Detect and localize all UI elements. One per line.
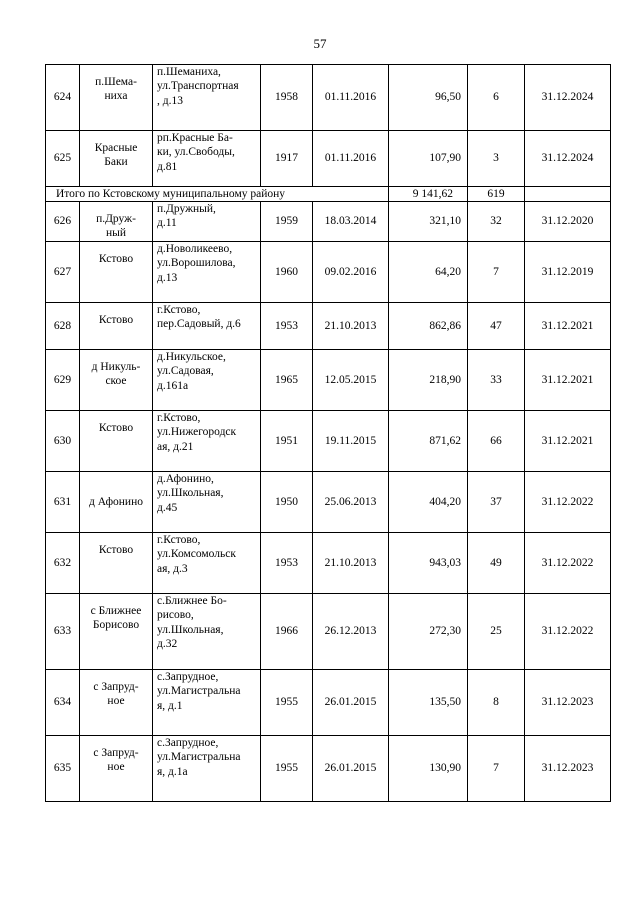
row-number: 630 <box>46 410 80 471</box>
recognition-date: 19.11.2015 <box>313 410 389 471</box>
address: г.Кстово, ул.Нижегородск ая, д.21 <box>153 410 261 471</box>
summary-row <box>46 187 611 202</box>
build-year: 1953 <box>261 302 313 349</box>
deadline-date: 31.12.2021 <box>525 302 611 349</box>
table-row <box>46 131 611 187</box>
resident-count: 32 <box>468 202 525 242</box>
deadline-date: 31.12.2021 <box>525 349 611 410</box>
deadline-date: 31.12.2022 <box>525 593 611 669</box>
row-number: 624 <box>46 65 80 131</box>
area-value: 107,90 <box>389 131 468 187</box>
summary-area: 9 141,62 <box>389 187 468 202</box>
row-number: 625 <box>46 131 80 187</box>
build-year: 1965 <box>261 349 313 410</box>
area-value: 130,90 <box>389 735 468 801</box>
resident-count: 7 <box>468 241 525 302</box>
settlement-name: Кстово <box>80 532 153 593</box>
table-row <box>46 349 611 410</box>
resident-count: 25 <box>468 593 525 669</box>
row-number: 626 <box>46 202 80 242</box>
settlement-name: Кстово <box>80 241 153 302</box>
table-row <box>46 532 611 593</box>
deadline-date: 31.12.2023 <box>525 735 611 801</box>
recognition-date: 25.06.2013 <box>313 471 389 532</box>
deadline-date: 31.12.2020 <box>525 202 611 242</box>
recognition-date: 09.02.2016 <box>313 241 389 302</box>
recognition-date: 26.01.2015 <box>313 735 389 801</box>
resident-count: 37 <box>468 471 525 532</box>
row-number: 628 <box>46 302 80 349</box>
table-row <box>46 302 611 349</box>
table-summary <box>46 187 611 202</box>
table-row <box>46 735 611 801</box>
resident-count: 47 <box>468 302 525 349</box>
address: г.Кстово, ул.Комсомольск ая, д.3 <box>153 532 261 593</box>
recognition-date: 01.11.2016 <box>313 65 389 131</box>
table-row <box>46 65 611 131</box>
area-value: 404,20 <box>389 471 468 532</box>
housing-registry-table <box>45 64 611 802</box>
summary-label: Итого по Кстовскому муниципальному району <box>46 187 389 202</box>
build-year: 1953 <box>261 532 313 593</box>
deadline-date: 31.12.2024 <box>525 131 611 187</box>
settlement-name: с Ближнее Борисово <box>80 593 153 669</box>
recognition-date: 26.01.2015 <box>313 669 389 735</box>
table-body-main <box>46 202 611 802</box>
table-row <box>46 410 611 471</box>
resident-count: 3 <box>468 131 525 187</box>
table-row <box>46 202 611 242</box>
resident-count: 66 <box>468 410 525 471</box>
deadline-date: 31.12.2019 <box>525 241 611 302</box>
resident-count: 49 <box>468 532 525 593</box>
recognition-date: 18.03.2014 <box>313 202 389 242</box>
table-row <box>46 669 611 735</box>
area-value: 862,86 <box>389 302 468 349</box>
resident-count: 6 <box>468 65 525 131</box>
address: рп.Красные Ба- ки, ул.Свободы, д.81 <box>153 131 261 187</box>
resident-count: 8 <box>468 669 525 735</box>
recognition-date: 01.11.2016 <box>313 131 389 187</box>
build-year: 1955 <box>261 669 313 735</box>
row-number: 633 <box>46 593 80 669</box>
row-number: 632 <box>46 532 80 593</box>
build-year: 1958 <box>261 65 313 131</box>
area-value: 871,62 <box>389 410 468 471</box>
deadline-date: 31.12.2021 <box>525 410 611 471</box>
resident-count: 7 <box>468 735 525 801</box>
settlement-name: п.Шема- ниха <box>80 65 153 131</box>
summary-deadline <box>525 187 611 202</box>
build-year: 1955 <box>261 735 313 801</box>
build-year: 1966 <box>261 593 313 669</box>
deadline-date: 31.12.2022 <box>525 532 611 593</box>
settlement-name: Красные Баки <box>80 131 153 187</box>
page-number: 57 <box>313 36 327 51</box>
build-year: 1959 <box>261 202 313 242</box>
address: с.Запрудное, ул.Магистральна я, д.1 <box>153 669 261 735</box>
row-number: 627 <box>46 241 80 302</box>
address: п.Дружный, д.11 <box>153 202 261 242</box>
settlement-name: д Афонино <box>80 471 153 532</box>
settlement-name: с Запруд- ное <box>80 735 153 801</box>
recognition-date: 26.12.2013 <box>313 593 389 669</box>
address: д.Афонино, ул.Школьная, д.45 <box>153 471 261 532</box>
table-row <box>46 241 611 302</box>
area-value: 272,30 <box>389 593 468 669</box>
row-number: 629 <box>46 349 80 410</box>
settlement-name: с Запруд- ное <box>80 669 153 735</box>
address: д.Никульское, ул.Садовая, д.161а <box>153 349 261 410</box>
settlement-name: Кстово <box>80 302 153 349</box>
resident-count: 33 <box>468 349 525 410</box>
settlement-name: Кстово <box>80 410 153 471</box>
build-year: 1960 <box>261 241 313 302</box>
row-number: 634 <box>46 669 80 735</box>
summary-count: 619 <box>468 187 525 202</box>
build-year: 1950 <box>261 471 313 532</box>
table-body-top <box>46 65 611 187</box>
settlement-name: д Никуль- ское <box>80 349 153 410</box>
area-value: 96,50 <box>389 65 468 131</box>
build-year: 1951 <box>261 410 313 471</box>
recognition-date: 21.10.2013 <box>313 302 389 349</box>
build-year: 1917 <box>261 131 313 187</box>
recognition-date: 12.05.2015 <box>313 349 389 410</box>
deadline-date: 31.12.2023 <box>525 669 611 735</box>
table-row <box>46 593 611 669</box>
deadline-date: 31.12.2024 <box>525 65 611 131</box>
row-number: 635 <box>46 735 80 801</box>
area-value: 321,10 <box>389 202 468 242</box>
address: с.Запрудное, ул.Магистральна я, д.1а <box>153 735 261 801</box>
address: с.Ближнее Бо- рисово, ул.Школьная, д.32 <box>153 593 261 669</box>
address: д.Новоликеево, ул.Ворошилова, д.13 <box>153 241 261 302</box>
area-value: 64,20 <box>389 241 468 302</box>
settlement-name: п.Друж- ный <box>80 202 153 242</box>
area-value: 135,50 <box>389 669 468 735</box>
deadline-date: 31.12.2022 <box>525 471 611 532</box>
area-value: 943,03 <box>389 532 468 593</box>
area-value: 218,90 <box>389 349 468 410</box>
row-number: 631 <box>46 471 80 532</box>
recognition-date: 21.10.2013 <box>313 532 389 593</box>
address: г.Кстово, пер.Садовый, д.6 <box>153 302 261 349</box>
table-row <box>46 471 611 532</box>
address: п.Шеманиха, ул.Транспортная , д.13 <box>153 65 261 131</box>
